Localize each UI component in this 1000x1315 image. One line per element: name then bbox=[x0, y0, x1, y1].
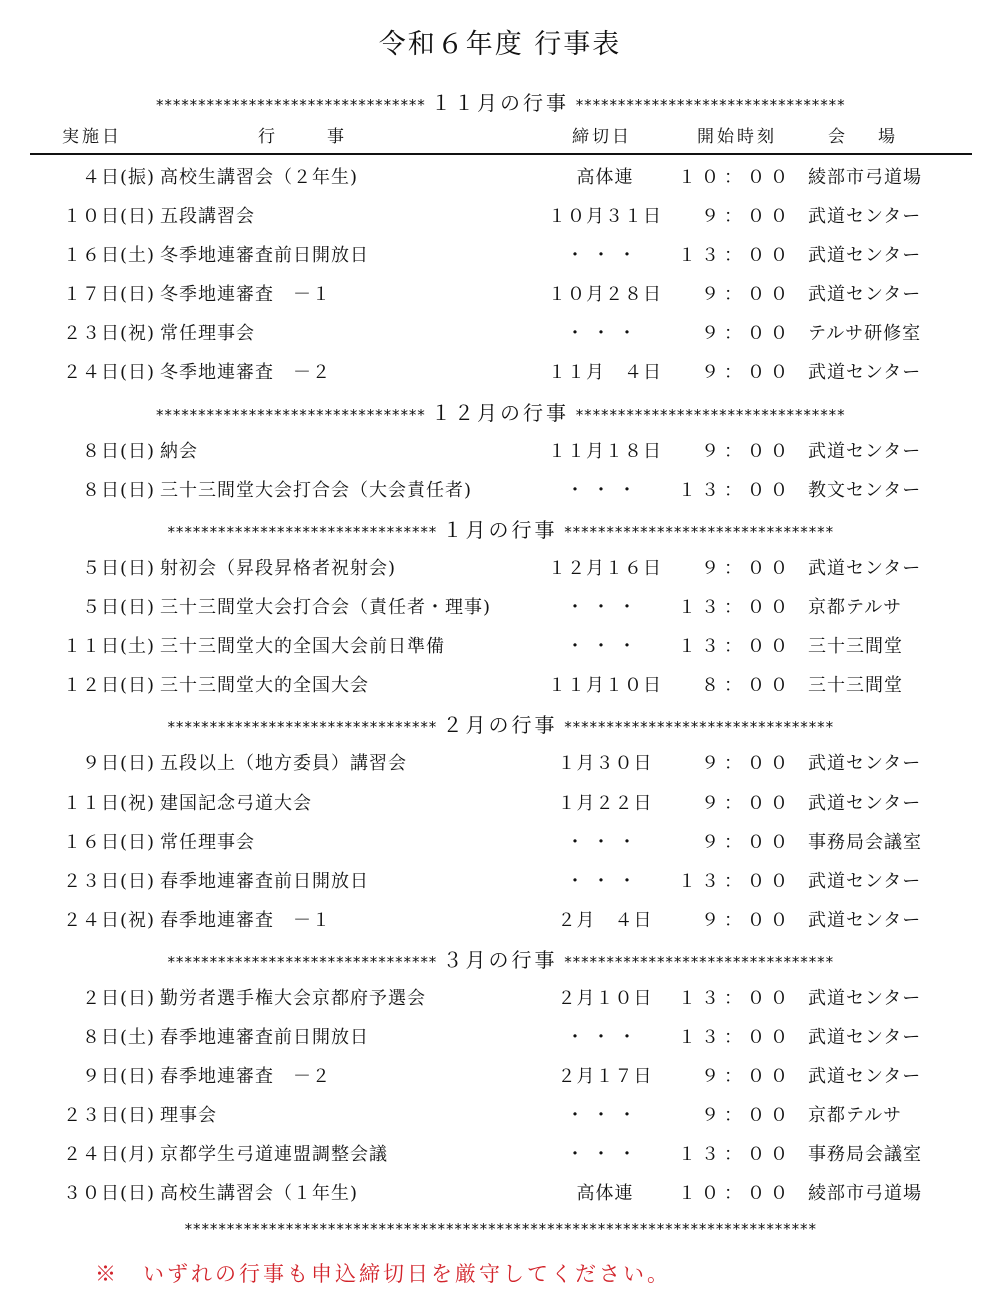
event-deadline: 高体連 bbox=[576, 1183, 634, 1205]
event-venue: 事務局会議室 bbox=[808, 831, 922, 853]
table-row bbox=[0, 821, 1000, 860]
star-divider: ******************************** bbox=[575, 405, 845, 424]
event-venue: 武道センター bbox=[808, 284, 922, 306]
event-name: 高校生講習会（１年生) bbox=[160, 1183, 359, 1205]
event-name: 建国記念弓道大会 bbox=[160, 792, 312, 814]
table-row bbox=[0, 1172, 1000, 1211]
star-divider: ******************************** bbox=[563, 522, 834, 541]
event-date: １１日(祝) bbox=[62, 792, 155, 814]
event-deadline: ・・・ bbox=[566, 636, 644, 658]
month-separator bbox=[0, 938, 1000, 977]
event-start-time: １３：００ bbox=[678, 870, 793, 892]
event-venue: 事務局会議室 bbox=[808, 1144, 922, 1166]
table-row bbox=[0, 234, 1000, 273]
event-deadline: 高体連 bbox=[576, 167, 634, 188]
event-deadline: ２月１７日 bbox=[557, 1066, 653, 1088]
table-row bbox=[0, 273, 1000, 312]
column-deadline: 締切日 bbox=[572, 127, 632, 147]
event-date: ２３日(祝) bbox=[62, 323, 155, 345]
event-deadline: １１月１８日 bbox=[548, 440, 662, 462]
event-date: １０日(日) bbox=[62, 206, 155, 228]
event-deadline: １月３０日 bbox=[557, 753, 653, 775]
event-name: 冬季地連審査 －１ bbox=[160, 284, 331, 306]
star-divider: ******************************** bbox=[166, 522, 437, 541]
event-start-time: １３：００ bbox=[678, 1144, 793, 1166]
event-venue: 武道センター bbox=[808, 870, 922, 892]
event-date: １２日(日) bbox=[62, 675, 155, 697]
event-start-time: ９：００ bbox=[701, 753, 793, 775]
event-name: 納会 bbox=[160, 440, 198, 462]
event-name: 三十三間堂大会打合会（責任者・理事) bbox=[160, 597, 492, 619]
month-heading: ３月の行事 bbox=[442, 947, 558, 972]
event-date: ２４日(日) bbox=[62, 362, 155, 384]
table-row bbox=[0, 742, 1000, 781]
event-name: 勤労者選手権大会京都府予選会 bbox=[160, 987, 426, 1009]
event-venue: 綾部市弓道場 bbox=[808, 1183, 922, 1205]
month-heading: １２月の行事 bbox=[431, 400, 569, 425]
star-divider: ******************************** bbox=[155, 96, 425, 114]
event-deadline: ・・・ bbox=[566, 479, 644, 501]
event-start-time: ９：００ bbox=[701, 284, 793, 306]
event-venue: 武道センター bbox=[808, 557, 922, 579]
table-row bbox=[0, 351, 1000, 390]
event-start-time: ９：００ bbox=[701, 792, 793, 814]
event-venue: 京都テルサ bbox=[808, 597, 903, 619]
event-date: ３０日(日) bbox=[62, 1183, 155, 1205]
event-deadline: １月２２日 bbox=[557, 792, 653, 814]
table-row bbox=[0, 547, 1000, 586]
event-name: 五段以上（地方委員）講習会 bbox=[160, 753, 407, 775]
table-row bbox=[0, 1133, 1000, 1172]
table-row bbox=[0, 156, 1000, 195]
event-date: １６日(日) bbox=[62, 831, 155, 853]
event-date: ２４日(祝) bbox=[62, 909, 155, 931]
event-venue: 武道センター bbox=[808, 245, 922, 267]
event-start-time: ９：００ bbox=[701, 440, 793, 462]
event-venue: 京都テルサ bbox=[808, 1105, 903, 1127]
event-start-time: ８：００ bbox=[701, 675, 793, 697]
event-date: １１日(土) bbox=[62, 636, 155, 658]
event-deadline: １２月１６日 bbox=[548, 557, 662, 579]
star-divider: *************************************************************************** bbox=[183, 1219, 817, 1238]
event-date: ８日(土) bbox=[81, 1027, 155, 1049]
event-start-time: ９：００ bbox=[701, 831, 793, 853]
event-date: ５日(日) bbox=[81, 557, 155, 579]
event-date: ８日(日) bbox=[81, 440, 155, 462]
star-divider: ******************************** bbox=[155, 405, 425, 424]
event-start-time: ９：００ bbox=[701, 557, 793, 579]
table-row bbox=[0, 430, 1000, 469]
event-date: １７日(日) bbox=[62, 284, 155, 306]
table-row bbox=[0, 1016, 1000, 1055]
event-date: ９日(日) bbox=[81, 753, 155, 775]
event-venue: 武道センター bbox=[808, 792, 922, 814]
event-start-time: ９：００ bbox=[701, 909, 793, 931]
closing-divider bbox=[0, 1212, 1000, 1251]
event-deadline: ２月 ４日 bbox=[557, 909, 653, 931]
event-start-time: １０：００ bbox=[678, 1183, 793, 1205]
table-row bbox=[0, 899, 1000, 938]
event-name: 三十三間堂大的全国大会前日準備 bbox=[160, 636, 445, 658]
deadline-notice: ※ いずれの行事も申込締切日を厳守してください。 bbox=[95, 1262, 671, 1286]
event-venue: 武道センター bbox=[808, 440, 922, 462]
event-deadline: ・・・ bbox=[566, 323, 644, 345]
column-venue: 会 場 bbox=[828, 127, 903, 147]
event-deadline: １１月１０日 bbox=[548, 675, 662, 697]
event-deadline: ・・・ bbox=[566, 870, 644, 892]
star-divider: ******************************** bbox=[563, 952, 834, 971]
event-date: ２３日(日) bbox=[62, 870, 155, 892]
star-divider: ******************************** bbox=[166, 952, 437, 971]
table-row bbox=[0, 586, 1000, 625]
event-name: 春季地連審査前日開放日 bbox=[160, 870, 369, 892]
event-start-time: １３：００ bbox=[678, 479, 793, 501]
table-row bbox=[0, 1094, 1000, 1133]
event-name: 常任理事会 bbox=[160, 831, 255, 853]
column-event: 行 事 bbox=[258, 127, 350, 147]
event-date: ２４日(月) bbox=[62, 1144, 155, 1166]
column-start-time: 開始時刻 bbox=[697, 127, 777, 147]
event-deadline: １０月２８日 bbox=[548, 284, 662, 306]
event-name: 五段講習会 bbox=[160, 206, 255, 228]
month-heading: １１月の行事 bbox=[431, 91, 569, 115]
star-divider: ******************************** bbox=[166, 718, 437, 737]
event-deadline: ・・・ bbox=[566, 831, 644, 853]
event-venue: 武道センター bbox=[808, 987, 922, 1009]
event-name: 常任理事会 bbox=[160, 323, 255, 345]
event-deadline: １０月３１日 bbox=[548, 206, 662, 228]
event-venue: 武道センター bbox=[808, 1027, 922, 1049]
table-row bbox=[0, 312, 1000, 351]
event-date: ２３日(日) bbox=[62, 1105, 155, 1127]
event-date: ５日(日) bbox=[81, 597, 155, 619]
event-start-time: ９：００ bbox=[701, 362, 793, 384]
event-name: 射初会（昇段昇格者祝射会) bbox=[160, 557, 397, 579]
month-separator bbox=[0, 81, 1000, 120]
event-date: ４日(振) bbox=[81, 167, 155, 188]
event-deadline: １１月 ４日 bbox=[548, 362, 662, 384]
table-row bbox=[0, 860, 1000, 899]
event-start-time: １３：００ bbox=[678, 987, 793, 1009]
event-venue: 三十三間堂 bbox=[808, 675, 903, 697]
event-venue: 武道センター bbox=[808, 909, 922, 931]
table-row bbox=[0, 1055, 1000, 1094]
event-venue: 武道センター bbox=[808, 362, 922, 384]
event-name: 京都学生弓道連盟調整会議 bbox=[160, 1144, 388, 1166]
header-divider bbox=[30, 153, 972, 155]
event-name: 春季地連審査 －１ bbox=[160, 909, 331, 931]
event-deadline: ・・・ bbox=[566, 597, 644, 619]
event-start-time: １３：００ bbox=[678, 636, 793, 658]
event-venue: 武道センター bbox=[808, 753, 922, 775]
event-start-time: ９：００ bbox=[701, 323, 793, 345]
month-separator bbox=[0, 703, 1000, 742]
event-deadline: ２月１０日 bbox=[557, 987, 653, 1009]
table-row bbox=[0, 977, 1000, 1016]
month-heading: １月の行事 bbox=[442, 517, 558, 542]
event-start-time: １３：００ bbox=[678, 597, 793, 619]
table-row bbox=[0, 664, 1000, 703]
event-date: ９日(日) bbox=[81, 1066, 155, 1088]
month-heading: ２月の行事 bbox=[442, 713, 558, 738]
event-start-time: ９：００ bbox=[701, 206, 793, 228]
column-header bbox=[0, 122, 1000, 152]
event-start-time: １３：００ bbox=[678, 245, 793, 267]
event-name: 三十三間堂大的全国大会 bbox=[160, 675, 369, 697]
event-start-time: ９：００ bbox=[701, 1105, 793, 1127]
star-divider: ******************************** bbox=[575, 96, 845, 114]
table-row bbox=[0, 195, 1000, 234]
month-separator bbox=[0, 508, 1000, 547]
event-name: 春季地連審査前日開放日 bbox=[160, 1027, 369, 1049]
column-date: 実施日 bbox=[62, 127, 122, 147]
event-deadline: ・・・ bbox=[566, 245, 644, 267]
event-name: 冬季地連審査前日開放日 bbox=[160, 245, 369, 267]
event-venue: 教文センター bbox=[808, 479, 922, 501]
event-venue: 綾部市弓道場 bbox=[808, 167, 922, 188]
table-row bbox=[0, 625, 1000, 664]
table-row bbox=[0, 469, 1000, 508]
event-deadline: ・・・ bbox=[566, 1105, 644, 1127]
event-venue: 武道センター bbox=[808, 206, 922, 228]
event-start-time: ９：００ bbox=[701, 1066, 793, 1088]
event-start-time: １０：００ bbox=[678, 167, 793, 188]
event-name: 理事会 bbox=[160, 1105, 217, 1127]
event-name: 春季地連審査 －２ bbox=[160, 1066, 331, 1088]
event-name: 冬季地連審査 －２ bbox=[160, 362, 331, 384]
event-date: ８日(日) bbox=[81, 479, 155, 501]
event-venue: 武道センター bbox=[808, 1066, 922, 1088]
event-name: 三十三間堂大会打合会（大会責任者) bbox=[160, 479, 473, 501]
event-name: 高校生講習会（２年生) bbox=[160, 167, 359, 188]
event-venue: テルサ研修室 bbox=[808, 323, 922, 345]
event-deadline: ・・・ bbox=[566, 1144, 644, 1166]
event-venue: 三十三間堂 bbox=[808, 636, 903, 658]
table-row bbox=[0, 782, 1000, 821]
event-date: ２日(日) bbox=[81, 987, 155, 1009]
page-title: 令和６年度 行事表 bbox=[378, 29, 622, 60]
month-separator bbox=[0, 391, 1000, 430]
event-start-time: １３：００ bbox=[678, 1027, 793, 1049]
event-date: １６日(土) bbox=[62, 245, 155, 267]
event-deadline: ・・・ bbox=[566, 1027, 644, 1049]
star-divider: ******************************** bbox=[563, 718, 834, 737]
